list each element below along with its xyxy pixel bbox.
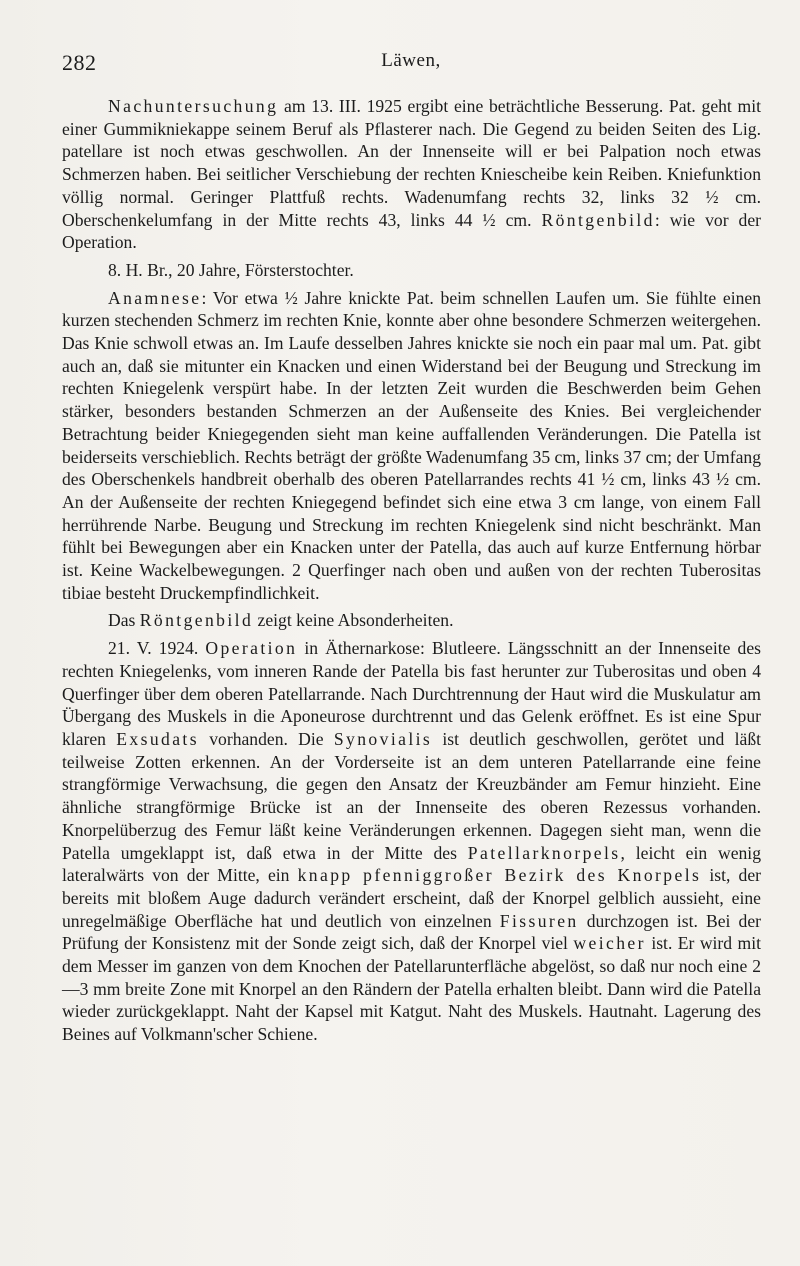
body-text	[62, 95, 761, 1051]
text-run: in Äthernarkose: Blutleere. Längsschnitt an der Innenseite des rechten Kniegelenks, vom inneren Rande der Patella bis fast herunter zur Tuberositas und oben 4 Querfinger über dem oberen Patellarrande. Nach Durchtrennung der Haut wird die Muskulatur am Übergang des Muskels in die Aponeurose durchtrennt und das Gelenk eröffnet. Es ist eine Spur klaren	[62, 638, 761, 749]
spaced-emphasis: weicher	[573, 933, 646, 954]
text-run: vorhanden. Die	[198, 728, 334, 749]
text-run: Das	[108, 610, 140, 631]
text-run: : wie vor der Operation.	[62, 209, 761, 253]
text-run: ist, der bereits mit bloßem Auge dadurch verändert erscheint, daß der Knorpel gelblich aussieht, eine unregelmäßige Oberfläche hat und deutlich von einzelnen	[62, 865, 761, 931]
spaced-emphasis: Anamnese	[108, 287, 202, 308]
spaced-emphasis: Fissuren	[499, 910, 579, 931]
spaced-emphasis: Operation	[205, 638, 298, 659]
text-run: am 13. III. 1925 ergibt eine beträchtliche Besserung. Pat. geht mit einer Gummikniekappe seinem Beruf als Pflasterer nach. Die Gegend zu beiden Seiten des Lig. patellare ist noch etwas geschwollen. An der Innenseite will er bei Palpation noch etwas Schmerzen haben. Bei seitlicher Verschiebung der rechten Kniescheibe kein Reiben. Kniefunktion völlig normal. Geringer Plattfuß rechts. Wadenumfang rechts 32, links 32 ½ cm. Oberschenkelumfang in der Mitte rechts 43, links 44 ½ cm.	[62, 96, 761, 230]
paragraph-anamnesis	[62, 287, 761, 605]
paragraph-xray	[62, 609, 761, 632]
text-run: ist deutlich geschwollen, gerötet und läßt teilweise Zotten erkennen. An der Vorderseite ist an dem unteren Patellarrande eine feine strangförmige Verwachsung, die gegen den Ansatz der Kreuzbänder am Femur hinzieht. Eine ähnliche strangförmige Brücke ist an der Innenseite des oberen Rezessus vorhanden. Knorpelüberzug des Femur läßt keine Veränderungen erkennen. Dagegen sieht man, wenn die Patella umgeklappt ist, daß etwa in der Mitte des	[62, 728, 762, 863]
spaced-emphasis: Patellarknorpels	[467, 842, 621, 863]
spaced-emphasis: knapp pfenniggroßer Bezirk des Knorpels	[297, 865, 702, 886]
paragraph-case-heading	[62, 259, 761, 282]
running-head: Läwen,	[381, 50, 441, 71]
page-number: 282	[62, 50, 97, 75]
text-run: ist. Er wird mit dem Messer im ganzen von dem Knochen der Patellarunterfläche abgelöst, so daß nur noch eine 2—3 mm breite Zone mit Knorpel an den Rändern der Patella erhalten bleibt. Dann wird die Patella wieder zurückgeklappt. Naht der Kapsel mit Katgut. Naht des Muskels. Hautnaht. Lagerung des Beines auf Volkmann'scher Schiene.	[62, 933, 761, 1045]
text-run: : Vor etwa ½ Jahre knickte Pat. beim schnellen Laufen um. Sie fühlte einen kurzen stechenden Schmerz im rechten Knie, konnte aber ohne besondere Schmerzen weitergehen. Das Knie schwoll etwas an. Im Laufe desselben Jahres knickte sie noch ein paar mal um. Pat. gibt auch an, daß sie mitunter ein Knacken und einen Widerstand bei der Beugung und Streckung im rechten Kniegelenk verspürt habe. In der letzten Zeit wurden die Beschwerden beim Gehen stärker, besonders bestanden Schmerzen an der Außenseite des Knies. Bei vergleichender Betrachtung beider Kniegegenden sieht man keine auffallenden Veränderungen. Die Patella ist beiderseits verschieblich. Rechts beträgt der größte Wadenumfang 35 cm, links 37 cm; der Umfang des Oberschenkels handbreit oberhalb des oberen Patellarrandes rechts 41 ½ cm, links 43 ½ cm. An der Außenseite der rechten Kniegegend befindet sich eine etwa 3 cm lange, von einem Fall herrührende Narbe. Beugung und Streckung im rechten Kniegelenk sind nicht beschränkt. Man fühlt bei Bewegungen aber ein Knacken unter der Patella, das auch auf kurze Entfernung hörbar ist. Keine Wackelbewegungen. 2 Querfinger nach oben und außen von der rechten Tuberositas tibiae besteht Druckempfindlichkeit.	[62, 287, 761, 603]
spaced-emphasis: Synovialis	[333, 728, 433, 749]
text-run: , leicht ein wenig lateralwärts von der Mitte, ein	[62, 842, 761, 886]
paragraph-follow-up	[62, 95, 761, 254]
page-header	[62, 50, 760, 76]
paragraph-operation	[62, 637, 761, 1046]
text-run: 21. V. 1924.	[108, 638, 206, 659]
text-run: zeigt keine Absonderheiten.	[253, 610, 454, 631]
spaced-emphasis: Röntgenbild	[139, 610, 254, 631]
text-run: durchzogen ist. Bei der Prüfung der Konsistenz mit der Sonde zeigt sich, daß der Knorpel viel	[62, 910, 761, 954]
spaced-emphasis: Röntgenbild	[541, 209, 655, 230]
text-run: 8. H. Br., 20 Jahre, Försterstochter.	[108, 259, 354, 280]
spaced-emphasis: Exsudats	[116, 728, 199, 749]
spaced-emphasis: Nachuntersuchung	[108, 96, 279, 116]
